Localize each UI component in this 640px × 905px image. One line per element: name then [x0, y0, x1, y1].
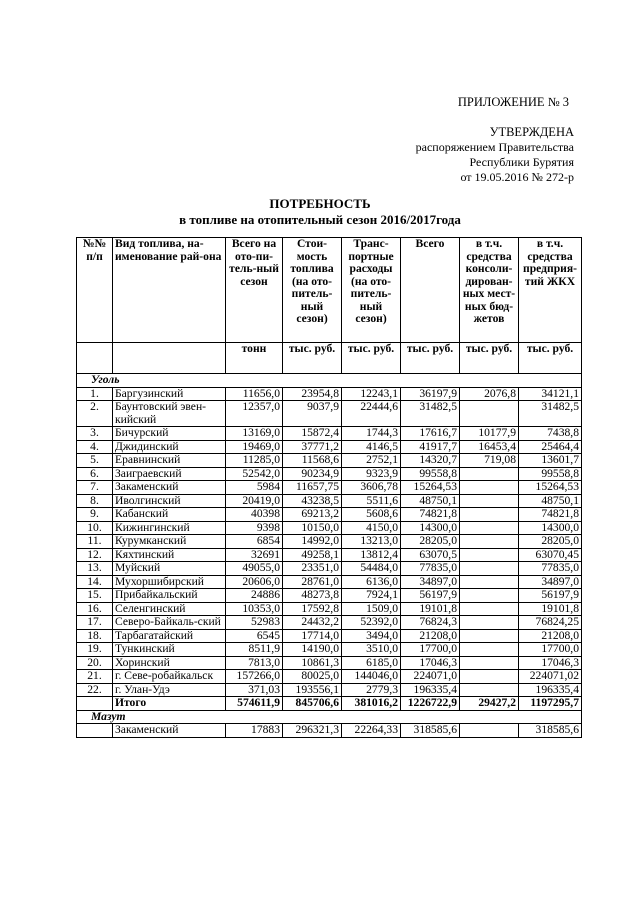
- table-row: [77, 670, 582, 684]
- table-row: [77, 401, 582, 427]
- value-cell: [460, 724, 519, 738]
- value-cell: 296321,3: [283, 724, 342, 738]
- row-number: 10.: [77, 521, 113, 535]
- appendix-label: ПРИЛОЖЕНИЕ № 3: [457, 95, 569, 109]
- table-row: [77, 548, 582, 562]
- value-cell: 13169,0: [226, 427, 283, 441]
- value-cell: 54484,0: [342, 562, 401, 576]
- value-cell: [460, 602, 519, 616]
- value-cell: [460, 575, 519, 589]
- header-cell: №№ п/п: [77, 238, 113, 343]
- header-cell: в т.ч. средства консоли-дирован-ных мест-ных бюд-жетов: [460, 238, 519, 343]
- value-cell: 1744,3: [342, 427, 401, 441]
- row-number: 17.: [77, 616, 113, 630]
- units-cell: тыс. руб.: [519, 343, 582, 374]
- value-cell: 28205,0: [519, 535, 582, 549]
- district-name: Кяхтинский: [113, 548, 226, 562]
- value-cell: 2076,8: [460, 387, 519, 401]
- value-cell: 196335,4: [401, 683, 460, 697]
- district-name: Тарбагатайский: [113, 629, 226, 643]
- value-cell: 17592,8: [283, 602, 342, 616]
- value-cell: [460, 670, 519, 684]
- value-cell: 34897,0: [401, 575, 460, 589]
- value-cell: [460, 467, 519, 481]
- value-cell: 29427,2: [460, 697, 519, 711]
- value-cell: 719,08: [460, 454, 519, 468]
- approval-stamp: [416, 125, 574, 185]
- district-name: г. Севе-робайкальск: [113, 670, 226, 684]
- table-row: [77, 481, 582, 495]
- value-cell: 224071,0: [401, 670, 460, 684]
- value-cell: 9037,9: [283, 401, 342, 427]
- value-cell: 371,03: [226, 683, 283, 697]
- district-name: Баунтовский эвен-кийский: [113, 401, 226, 427]
- value-cell: 52983: [226, 616, 283, 630]
- value-cell: 19469,0: [226, 440, 283, 454]
- value-cell: 318585,6: [401, 724, 460, 738]
- value-cell: [460, 521, 519, 535]
- district-name: Тункинский: [113, 643, 226, 657]
- value-cell: [460, 535, 519, 549]
- value-cell: [460, 494, 519, 508]
- value-cell: [460, 589, 519, 603]
- table-body: [77, 374, 582, 738]
- row-number: 5.: [77, 454, 113, 468]
- value-cell: 52542,0: [226, 467, 283, 481]
- value-cell: 77835,0: [401, 562, 460, 576]
- district-name: Джидинский: [113, 440, 226, 454]
- row-number: 19.: [77, 643, 113, 657]
- value-cell: 17700,0: [519, 643, 582, 657]
- value-cell: 34121,1: [519, 387, 582, 401]
- district-name: Курумканский: [113, 535, 226, 549]
- fuel-needs-table: [76, 237, 582, 738]
- row-number: [77, 724, 113, 738]
- row-number: 16.: [77, 602, 113, 616]
- table-row: [77, 427, 582, 441]
- district-name: Мухоршибирский: [113, 575, 226, 589]
- value-cell: 9323,9: [342, 467, 401, 481]
- value-cell: [460, 616, 519, 630]
- value-cell: [460, 656, 519, 670]
- value-cell: 74821,8: [519, 508, 582, 522]
- value-cell: 10177,9: [460, 427, 519, 441]
- row-number: 9.: [77, 508, 113, 522]
- value-cell: 52392,0: [342, 616, 401, 630]
- district-name: Баргузинский: [113, 387, 226, 401]
- header-cell: Вид топлива, на-именование рай-она: [113, 238, 226, 343]
- value-cell: 19101,8: [519, 602, 582, 616]
- district-name: Закаменский: [113, 481, 226, 495]
- row-number: 20.: [77, 656, 113, 670]
- table-row: [77, 616, 582, 630]
- value-cell: 4150,0: [342, 521, 401, 535]
- district-name: Селенгинский: [113, 602, 226, 616]
- approval-line-3: от 19.05.2016 № 272-р: [460, 170, 574, 184]
- table-row: [77, 387, 582, 401]
- table-row: [77, 683, 582, 697]
- value-cell: 381016,2: [342, 697, 401, 711]
- table-row: [77, 494, 582, 508]
- value-cell: 20419,0: [226, 494, 283, 508]
- value-cell: 48750,1: [401, 494, 460, 508]
- row-number: 12.: [77, 548, 113, 562]
- value-cell: 23954,8: [283, 387, 342, 401]
- table-row: [77, 656, 582, 670]
- district-name: Прибайкальский: [113, 589, 226, 603]
- value-cell: [460, 643, 519, 657]
- table-row: [77, 643, 582, 657]
- value-cell: 76824,25: [519, 616, 582, 630]
- district-name: Хоринский: [113, 656, 226, 670]
- row-number: 7.: [77, 481, 113, 495]
- value-cell: 12243,1: [342, 387, 401, 401]
- value-cell: 43238,5: [283, 494, 342, 508]
- value-cell: 9398: [226, 521, 283, 535]
- value-cell: 7438,8: [519, 427, 582, 441]
- row-number: [77, 697, 113, 711]
- value-cell: 8511,9: [226, 643, 283, 657]
- value-cell: 2779,3: [342, 683, 401, 697]
- value-cell: 77835,0: [519, 562, 582, 576]
- section-label: Уголь: [77, 374, 582, 388]
- table-row: [77, 467, 582, 481]
- value-cell: 11656,0: [226, 387, 283, 401]
- value-cell: 5984: [226, 481, 283, 495]
- district-name: Кижингинский: [113, 521, 226, 535]
- value-cell: 10150,0: [283, 521, 342, 535]
- value-cell: 21208,0: [401, 629, 460, 643]
- value-cell: 24886: [226, 589, 283, 603]
- table-row: [77, 521, 582, 535]
- district-name: Кабанский: [113, 508, 226, 522]
- value-cell: 13812,4: [342, 548, 401, 562]
- value-cell: 10353,0: [226, 602, 283, 616]
- value-cell: 40398: [226, 508, 283, 522]
- header-cell: в т.ч. средства предприя-тий ЖКХ: [519, 238, 582, 343]
- row-number: 13.: [77, 562, 113, 576]
- value-cell: 31482,5: [519, 401, 582, 427]
- table-row: [77, 629, 582, 643]
- value-cell: 11657,75: [283, 481, 342, 495]
- table-row: [77, 454, 582, 468]
- value-cell: 7924,1: [342, 589, 401, 603]
- row-number: 1.: [77, 387, 113, 401]
- value-cell: 99558,8: [519, 467, 582, 481]
- value-cell: 56197,9: [519, 589, 582, 603]
- value-cell: 21208,0: [519, 629, 582, 643]
- units-cell: [113, 343, 226, 374]
- row-number: 14.: [77, 575, 113, 589]
- section-row-coal: [77, 374, 582, 388]
- district-name: Бичурский: [113, 427, 226, 441]
- value-cell: 41917,7: [401, 440, 460, 454]
- value-cell: 15872,4: [283, 427, 342, 441]
- value-cell: 845706,6: [283, 697, 342, 711]
- value-cell: 16453,4: [460, 440, 519, 454]
- title-line-1: ПОТРЕБНОСТЬ: [269, 196, 371, 211]
- section-row-fuel-oil: [77, 710, 582, 724]
- value-cell: 80025,0: [283, 670, 342, 684]
- value-cell: 23351,0: [283, 562, 342, 576]
- value-cell: 56197,9: [401, 589, 460, 603]
- value-cell: 5608,6: [342, 508, 401, 522]
- table-row: [77, 562, 582, 576]
- value-cell: 99558,8: [401, 467, 460, 481]
- value-cell: [460, 481, 519, 495]
- title-line-2: в топливе на отопительный сезон 2016/2017года: [179, 212, 461, 227]
- value-cell: 13601,7: [519, 454, 582, 468]
- value-cell: 14300,0: [401, 521, 460, 535]
- document-title: [0, 196, 640, 228]
- value-cell: 6136,0: [342, 575, 401, 589]
- row-number: 6.: [77, 467, 113, 481]
- district-name: г. Улан-Удэ: [113, 683, 226, 697]
- value-cell: 3606,78: [342, 481, 401, 495]
- value-cell: 37771,2: [283, 440, 342, 454]
- value-cell: 17046,3: [519, 656, 582, 670]
- section-label: Мазут: [77, 710, 582, 724]
- value-cell: 32691: [226, 548, 283, 562]
- value-cell: 6854: [226, 535, 283, 549]
- value-cell: 7813,0: [226, 656, 283, 670]
- approval-line-2: Республики Бурятия: [469, 155, 574, 169]
- value-cell: 3494,0: [342, 629, 401, 643]
- district-name: Заиграевский: [113, 467, 226, 481]
- value-cell: 76824,3: [401, 616, 460, 630]
- district-name: Муйский: [113, 562, 226, 576]
- district-name: Еравнинский: [113, 454, 226, 468]
- row-number: 21.: [77, 670, 113, 684]
- units-cell: [77, 343, 113, 374]
- row-number: 3.: [77, 427, 113, 441]
- value-cell: 15264,53: [401, 481, 460, 495]
- value-cell: 14320,7: [401, 454, 460, 468]
- value-cell: 157266,0: [226, 670, 283, 684]
- row-number: 11.: [77, 535, 113, 549]
- value-cell: [460, 629, 519, 643]
- value-cell: 193556,1: [283, 683, 342, 697]
- value-cell: 318585,6: [519, 724, 582, 738]
- units-row: [77, 343, 582, 374]
- approval-head: УТВЕРЖДЕНА: [489, 125, 574, 139]
- value-cell: 1509,0: [342, 602, 401, 616]
- value-cell: 34897,0: [519, 575, 582, 589]
- total-row: [77, 697, 582, 711]
- value-cell: 31482,5: [401, 401, 460, 427]
- value-cell: 25464,4: [519, 440, 582, 454]
- value-cell: 20606,0: [226, 575, 283, 589]
- value-cell: 90234,9: [283, 467, 342, 481]
- value-cell: 2752,1: [342, 454, 401, 468]
- units-cell: тыс. руб.: [460, 343, 519, 374]
- table-row: [77, 575, 582, 589]
- units-cell: тыс. руб.: [401, 343, 460, 374]
- value-cell: 49055,0: [226, 562, 283, 576]
- value-cell: 14190,0: [283, 643, 342, 657]
- value-cell: 17883: [226, 724, 283, 738]
- value-cell: [460, 401, 519, 427]
- value-cell: 17700,0: [401, 643, 460, 657]
- value-cell: 196335,4: [519, 683, 582, 697]
- table-row: [77, 589, 582, 603]
- row-number: 18.: [77, 629, 113, 643]
- table-row: [77, 440, 582, 454]
- value-cell: 28761,0: [283, 575, 342, 589]
- value-cell: [460, 562, 519, 576]
- value-cell: 11285,0: [226, 454, 283, 468]
- row-number: 4.: [77, 440, 113, 454]
- district-name: Итого: [113, 697, 226, 711]
- row-number: 8.: [77, 494, 113, 508]
- approval-line-1: распоряжением Правительства: [415, 140, 574, 154]
- value-cell: 1197295,7: [519, 697, 582, 711]
- table-row: [77, 724, 582, 738]
- value-cell: [460, 683, 519, 697]
- value-cell: 3510,0: [342, 643, 401, 657]
- value-cell: 1226722,9: [401, 697, 460, 711]
- value-cell: 22444,6: [342, 401, 401, 427]
- district-name: Закаменский: [113, 724, 226, 738]
- units-cell: тыс. руб.: [342, 343, 401, 374]
- value-cell: 17714,0: [283, 629, 342, 643]
- value-cell: 15264,53: [519, 481, 582, 495]
- value-cell: 28205,0: [401, 535, 460, 549]
- value-cell: 224071,02: [519, 670, 582, 684]
- value-cell: [460, 548, 519, 562]
- header-row: [77, 238, 582, 343]
- value-cell: 6185,0: [342, 656, 401, 670]
- value-cell: 14300,0: [519, 521, 582, 535]
- value-cell: 63070,45: [519, 548, 582, 562]
- value-cell: 5511,6: [342, 494, 401, 508]
- district-name: Иволгинский: [113, 494, 226, 508]
- value-cell: 74821,8: [401, 508, 460, 522]
- table-row: [77, 602, 582, 616]
- header-cell: Всего: [401, 238, 460, 343]
- value-cell: 13213,0: [342, 535, 401, 549]
- row-number: 2.: [77, 401, 113, 427]
- value-cell: 574611,9: [226, 697, 283, 711]
- value-cell: 4146,5: [342, 440, 401, 454]
- table-row: [77, 508, 582, 522]
- row-number: 22.: [77, 683, 113, 697]
- row-number: 15.: [77, 589, 113, 603]
- value-cell: 17046,3: [401, 656, 460, 670]
- value-cell: 49258,1: [283, 548, 342, 562]
- value-cell: 48273,8: [283, 589, 342, 603]
- value-cell: 36197,9: [401, 387, 460, 401]
- value-cell: 10861,3: [283, 656, 342, 670]
- value-cell: 24432,2: [283, 616, 342, 630]
- units-cell: тонн: [226, 343, 283, 374]
- value-cell: [460, 508, 519, 522]
- district-name: Северо-Байкаль-ский: [113, 616, 226, 630]
- value-cell: 14992,0: [283, 535, 342, 549]
- units-cell: тыс. руб.: [283, 343, 342, 374]
- value-cell: 144046,0: [342, 670, 401, 684]
- value-cell: 19101,8: [401, 602, 460, 616]
- value-cell: 69213,2: [283, 508, 342, 522]
- value-cell: 48750,1: [519, 494, 582, 508]
- value-cell: 11568,6: [283, 454, 342, 468]
- table-row: [77, 535, 582, 549]
- value-cell: 6545: [226, 629, 283, 643]
- header-cell: Всего на ото-пи-тель-ный сезон: [226, 238, 283, 343]
- value-cell: 63070,5: [401, 548, 460, 562]
- header-cell: Стои-мость топлива (на ото-питель-ный сезон): [283, 238, 342, 343]
- value-cell: 12357,0: [226, 401, 283, 427]
- header-cell: Транс-портные расходы (на ото-питель-ный сезон): [342, 238, 401, 343]
- value-cell: 22264,33: [342, 724, 401, 738]
- value-cell: 17616,7: [401, 427, 460, 441]
